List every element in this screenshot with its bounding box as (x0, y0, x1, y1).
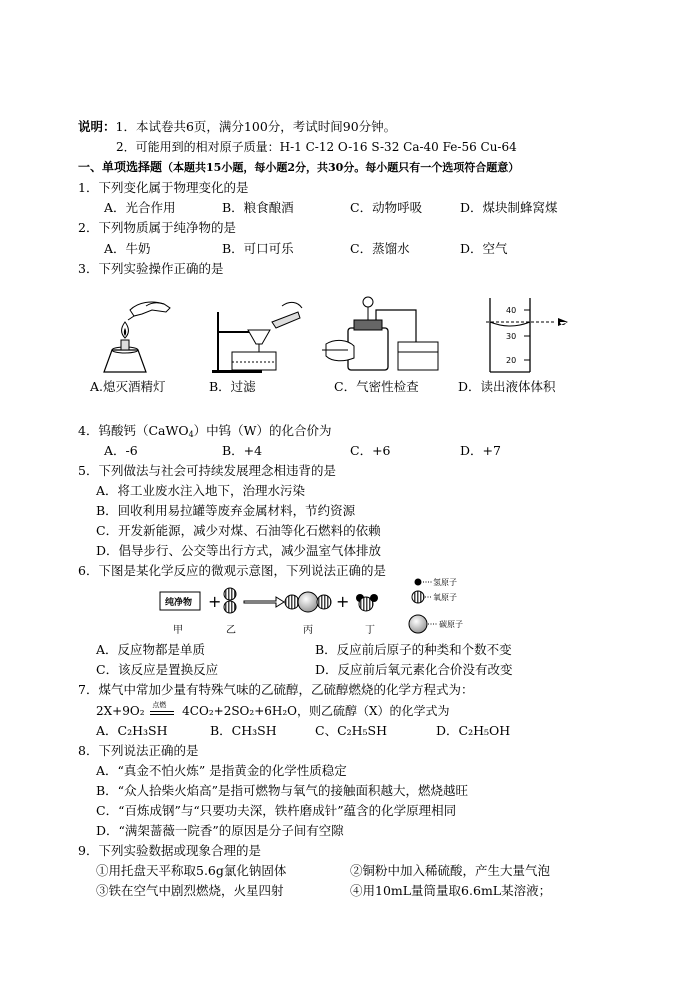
q2-option-d: D．空气 (460, 241, 508, 256)
equation-line-bottom (150, 714, 174, 715)
q5-stem: 5．下列做法与社会可持续发展理念相违背的是 (78, 463, 336, 478)
q2-option-b: B．可口可乐 (222, 241, 294, 256)
q9-item-4: ④用10mL量筒量取6.6mL某溶液； (350, 883, 552, 898)
oxygen-molecule (224, 588, 236, 613)
q4-option-d: D．+7 (460, 443, 501, 458)
airtightness-figure (322, 297, 438, 370)
notes-line-1 (78, 118, 396, 136)
q6-option-d: D．反应前后氧元素化合价没有改变 (315, 662, 513, 677)
q3-stem: 3．下列实验操作正确的是 (78, 261, 224, 276)
q5-option-c: C．开发新能源，减少对煤、石油等化石燃料的依赖 (96, 523, 381, 538)
filtration-figure (212, 302, 302, 373)
q3-option-a: A.熄灭酒精灯 (90, 379, 166, 394)
water-molecule (356, 594, 378, 611)
q3-option-d: D．读出液体体积 (458, 379, 556, 394)
co2-molecule (285, 592, 331, 612)
q6-reaction-diagram (150, 576, 550, 638)
label-bing: 丙 (303, 625, 313, 636)
q7-option-c: C、C₂H₅SH (315, 723, 388, 738)
q1-option-c: C．动物呼吸 (350, 200, 423, 215)
q3-option-c: C．气密性检查 (334, 379, 419, 394)
q3-figures (86, 292, 596, 374)
q9-stem: 9．下列实验数据或现象合理的是 (78, 843, 261, 858)
box-label: 纯净物 (165, 598, 193, 608)
equation-right: 4CO₂+2SO₂+6H₂O，则乙硫醇（X）的化学式为 (182, 704, 450, 718)
cylinder-tick-30: 30 (506, 332, 517, 341)
equation-line-top (150, 711, 174, 712)
q5-option-d: D．倡导步行、公交等出行方式，减少温室气体排放 (96, 543, 382, 558)
q4-stem-sub: 4 (188, 430, 194, 439)
q6-option-c: C．该反应是置换反应 (96, 662, 219, 677)
q5-option-b: B．回收利用易拉罐等废弃金属材料，节约资源 (96, 503, 356, 518)
legend-hydrogen: 氢原子 (433, 578, 457, 587)
cylinder-tick-40: 40 (506, 306, 517, 315)
cylinder-tick-20: 20 (506, 356, 517, 365)
q5-option-a: A．将工业废水注入地下，治理水污染 (96, 483, 306, 498)
eye-icon (558, 318, 568, 326)
q7-equation (96, 702, 450, 720)
section-description: （本题共15小题，每小题2分，共30分。每小题只有一个选项符合题意） (162, 161, 520, 174)
q9-item-1: ①用托盘天平称取5.6g氯化钠固体 (96, 863, 287, 878)
legend-carbon: 碳原子 (439, 620, 463, 629)
q4-option-b: B．+4 (222, 443, 263, 458)
q2-option-a: A．牛奶 (104, 241, 151, 256)
note-2: 2．可能用到的相对原子质量：H-1 C-12 O-16 S-32 Ca-40 Fe-56 Cu-64 (116, 140, 517, 154)
q7-stem: 7．煤气中常加少量有特殊气味的乙硫醇，乙硫醇燃烧的化学方程式为： (78, 682, 474, 697)
section-title: 一、单项选择题 (78, 160, 163, 174)
section-heading (78, 158, 519, 177)
q7-option-b: B．CH₃SH (210, 723, 277, 738)
reaction-arrow (244, 597, 284, 607)
q9-item-3: ③铁在空气中剧烈燃烧，火星四射 (96, 883, 284, 898)
equation-condition: 点燃 (152, 701, 167, 709)
q4-stem-post: ）中钨（W）的化合价为 (193, 423, 332, 438)
q1-stem: 1．下列变化属于物理变化的是 (78, 180, 249, 195)
q6-option-a: A．反应物都是单质 (96, 642, 206, 657)
legend-oxygen: 氧原子 (433, 593, 457, 602)
q1-option-a: A．光合作用 (104, 200, 176, 215)
alcohol-lamp-figure (104, 302, 170, 372)
atom-legend (409, 577, 463, 633)
q3-option-b: B．过滤 (209, 379, 256, 394)
q9-item-2: ②铜粉中加入稀硫酸，产生大量气泡 (350, 863, 551, 878)
q8-option-a: A．“真金不怕火炼” 是指黄金的化学性质稳定 (96, 763, 347, 778)
note-1: 1．本试卷共6页，满分100分，考试时间90分钟。 (115, 119, 397, 134)
q6-option-b: B．反应前后原子的种类和个数不变 (315, 642, 512, 657)
q7-option-d: D．C₂H₅OH (436, 723, 511, 738)
q1-option-b: B．粮食酿酒 (222, 200, 294, 215)
label-jia: 甲 (173, 625, 183, 636)
q4-stem (78, 422, 332, 444)
q4-option-c: C．+6 (350, 443, 391, 458)
equation-left: 2X+9O₂ (96, 704, 145, 718)
label-yi: 乙 (226, 625, 236, 636)
equation-condition-box (148, 702, 178, 720)
q7-option-a: A．C₂H₃SH (96, 723, 168, 738)
q1-option-d: D．煤块制蜂窝煤 (460, 200, 558, 215)
q4-stem-pre: 4．钨酸钙（CaWO (78, 423, 189, 438)
plus-sign-1: + (208, 592, 222, 611)
q8-option-c: C．“百炼成钢”与“只要功夫深，铁杵磨成针”蕴含的化学原理相同 (96, 803, 457, 818)
q2-stem: 2．下列物质属于纯净物的是 (78, 220, 236, 235)
label-ding: 丁 (365, 625, 375, 636)
q6-stem: 6．下图是某化学反应的微观示意图，下列说法正确的是 (78, 563, 386, 578)
q8-option-d: D．“满架蔷薇一院香”的原因是分子间有空隙 (96, 823, 344, 838)
notes-label: 说明： (78, 119, 116, 134)
plus-sign-2: + (336, 592, 350, 611)
q8-option-b: B．“众人拾柴火焰高”是指可燃物与氧气的接触面积越大，燃烧越旺 (96, 783, 468, 798)
q8-stem: 8．下列说法正确的是 (78, 743, 199, 758)
graduated-cylinder-figure (486, 298, 568, 372)
q2-option-c: C．蒸馏水 (350, 241, 410, 256)
q4-option-a: A．-6 (104, 443, 138, 458)
